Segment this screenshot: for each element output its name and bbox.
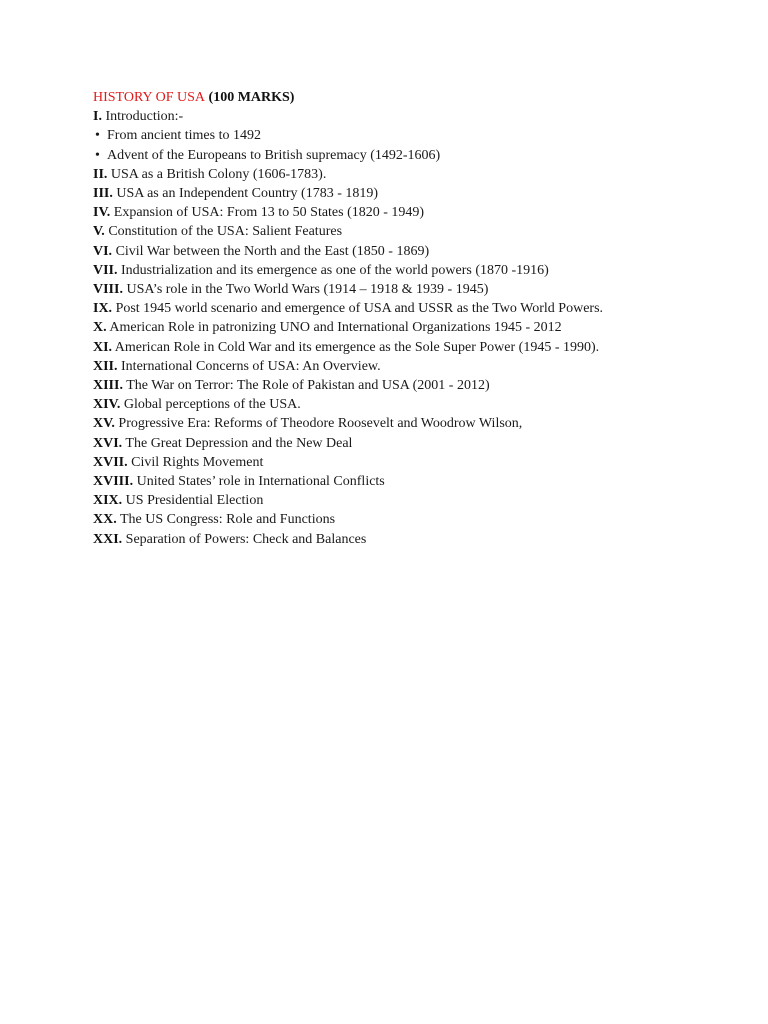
item-number: I. [93, 109, 102, 125]
item-text: Introduction:- [105, 109, 184, 125]
list-item [93, 414, 623, 433]
item-number: XXI. [93, 531, 123, 547]
item-number: III. [93, 186, 113, 202]
item-number: IV. [93, 205, 111, 221]
list-item [93, 261, 623, 280]
bullet-item [93, 126, 623, 145]
list-item [93, 338, 623, 357]
list-item [93, 280, 623, 299]
item-number: XVII. [93, 454, 128, 470]
item-text: USA’s role in the Two World Wars (1914 – 1918 & 1939 - 1945) [126, 282, 489, 298]
list-item [93, 491, 623, 510]
item-number: XVI. [93, 435, 123, 451]
title-text: HISTORY OF USA [93, 90, 206, 105]
item-text: The US Congress: Role and Functions [119, 512, 336, 528]
item-number: XIV. [93, 397, 121, 413]
list-item [93, 222, 623, 241]
item-number: XIII. [93, 378, 123, 394]
item-text: Civil Rights Movement [131, 454, 264, 470]
item-text: US Presidential Election [125, 493, 264, 509]
bullet-icon: • [95, 128, 100, 144]
document-title [93, 88, 623, 107]
list-item [93, 107, 623, 126]
item-number: XIX. [93, 493, 123, 509]
item-text: USA as an Independent Country (1783 - 1819) [116, 186, 379, 202]
item-number: VI. [93, 243, 113, 259]
item-number: XVIII. [93, 474, 134, 490]
item-number: V. [93, 224, 105, 240]
item-text: Progressive Era: Reforms of Theodore Roosevelt and Woodrow Wilson, [118, 416, 523, 432]
item-text: Constitution of the USA: Salient Features [108, 224, 343, 240]
bullet-item [93, 146, 623, 165]
item-number: XI. [93, 339, 113, 355]
list-item [93, 376, 623, 395]
item-text: Post 1945 world scenario and emergence of USA and USSR as the Two World Powers. [115, 301, 604, 317]
item-number: VIII. [93, 282, 123, 298]
list-item [93, 203, 623, 222]
item-text: USA as a British Colony (1606-1783). [110, 166, 327, 182]
item-number: II. [93, 166, 108, 182]
item-number: IX. [93, 301, 113, 317]
list-item [93, 357, 623, 376]
list-item [93, 434, 623, 453]
list-item [93, 530, 623, 549]
item-text: International Concerns of USA: An Overview. [121, 358, 381, 374]
item-text: Industrialization and its emergence as one of the world powers (1870 -1916) [121, 262, 549, 278]
list-item [93, 242, 623, 261]
list-item [93, 184, 623, 203]
item-text: Advent of the Europeans to British supremacy (1492-1606) [107, 147, 441, 163]
item-number: X. [93, 320, 107, 336]
item-number: VII. [93, 262, 118, 278]
item-text: From ancient times to 1492 [107, 128, 261, 144]
list-item [93, 395, 623, 414]
item-text: The War on Terror: The Role of Pakistan and USA (2001 - 2012) [126, 378, 490, 394]
bullet-icon: • [95, 147, 100, 163]
list-item [93, 472, 623, 491]
item-text: American Role in Cold War and its emergence as the Sole Super Power (1945 - 1990). [114, 339, 600, 355]
item-text: Global perceptions of the USA. [123, 397, 301, 413]
item-number: XII. [93, 358, 118, 374]
list-item [93, 318, 623, 337]
item-text: Separation of Powers: Check and Balances [125, 531, 367, 547]
list-item [93, 510, 623, 529]
syllabus-content [93, 88, 623, 549]
item-number: XV. [93, 416, 115, 432]
list-item [93, 165, 623, 184]
title-marks: (100 MARKS) [208, 90, 295, 105]
item-text: United States’ role in International Conflicts [136, 474, 385, 490]
list-item [93, 299, 623, 318]
item-text: The Great Depression and the New Deal [125, 435, 353, 451]
item-number: XX. [93, 512, 117, 528]
list-item [93, 453, 623, 472]
item-text: American Role in patronizing UNO and International Organizations 1945 - 2012 [109, 320, 562, 336]
item-text: Civil War between the North and the East (1850 - 1869) [115, 243, 430, 259]
item-text: Expansion of USA: From 13 to 50 States (1820 - 1949) [113, 205, 425, 221]
